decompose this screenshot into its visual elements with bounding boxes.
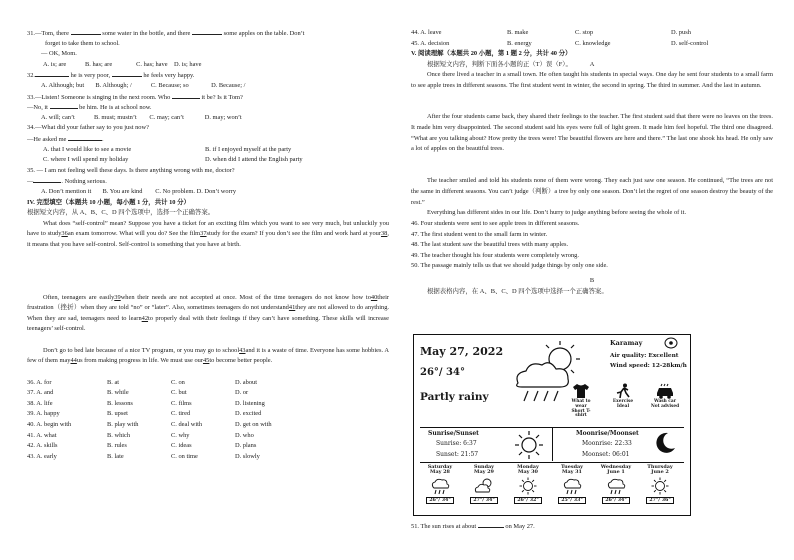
passage-a-p3: The teacher smiled and told his students none of them were wrong. They each just saw one season. He continued, “The trees are not the same in different seasons. You can’t judge（判断）a tree by only one season. Don’t let the regret of one season destroy the beauty of the rest.” <box>411 177 773 206</box>
answer-option[interactable]: C. stop <box>575 29 594 36</box>
answer-option[interactable]: 36. A. for <box>27 378 52 386</box>
forecast-temp: 25°/ 33° <box>558 497 586 504</box>
left-column <box>27 28 389 462</box>
answer-option[interactable]: B. late <box>107 452 124 460</box>
weather-card <box>413 334 691 516</box>
q31-stem-cont: forget to take them to school. <box>45 39 120 47</box>
q32-option-c[interactable]: C. Because; so <box>150 81 189 89</box>
blank-38[interactable]: 38 <box>380 230 388 238</box>
answer-option[interactable]: D. who <box>235 431 254 439</box>
q32-option-b[interactable]: B. Although; / <box>95 81 132 89</box>
forecast-day <box>550 465 594 504</box>
tip-car-wash: Wash car Not advised <box>650 383 680 410</box>
sun-icon <box>506 477 550 495</box>
wind-speed: Wind speed: 12-28km/h <box>610 363 687 369</box>
q32-option-d[interactable]: D. Because; / <box>211 81 246 89</box>
statement-47[interactable]: 47. The first student went to the small farm in winter. <box>411 230 548 238</box>
forecast-day <box>638 465 682 504</box>
q35-option-b[interactable]: B. You are kind <box>102 187 143 195</box>
forecast-weekday: Sunday <box>473 464 495 470</box>
answer-option[interactable]: C. but <box>171 389 187 397</box>
forecast-day <box>506 465 550 504</box>
q35-option-d[interactable]: D. Don’t worry <box>196 187 237 195</box>
passage-b-instructions: 根据表格内容，在 A、B、C、D 四个选项中选择一个正确答案。 <box>427 287 608 295</box>
q34-reply: —He asked me . <box>27 135 104 143</box>
forecast-date: May 28 <box>430 469 450 476</box>
answer-option[interactable]: D. self-control <box>671 39 709 47</box>
answer-option[interactable]: C. tired <box>171 410 191 418</box>
answer-row-44 <box>411 28 773 39</box>
forecast-weekday: Thursday <box>647 464 673 470</box>
q34-options-row1 <box>27 145 389 156</box>
weather-condition: Partly rainy <box>420 391 489 403</box>
q34-option-c[interactable]: C. where I will spend my holiday <box>43 156 129 164</box>
weather-temperature: 26°/ 34° <box>420 367 465 378</box>
answer-option[interactable]: 39. A. happy <box>27 410 60 418</box>
answer-row-42 <box>27 441 389 452</box>
answer-option[interactable]: D. or <box>235 389 249 397</box>
answer-option[interactable]: 41. A. what <box>27 431 57 439</box>
forecast-day <box>462 465 506 504</box>
cloze-passage-p1: What does “self-control” mean? Suppose you have a ticket for an exciting film which you want to see very much, but unluckily you have to study36an exam tomorrow. What will you do? See the film37study for the exam? If you don’t see the film and work hard at your38, it means that you have self-control. Self-control is something that you have at birth. <box>27 219 389 248</box>
forecast-temp: 26°/ 32° <box>514 497 542 504</box>
answer-option[interactable]: 42. A. skills <box>27 442 58 450</box>
tip-wear: What to wear Short T-shirt <box>566 383 596 419</box>
rain-cloud-icon <box>594 477 638 495</box>
answer-row-36 <box>27 378 389 389</box>
sunrise-time: Sunrise: 6:37 <box>436 440 477 447</box>
q35-stem: 35. — I am not feeling well these days. Is there anything wrong with me, doctor? <box>27 166 235 174</box>
cloze-passage-p3: Don’t go to bed late because of a nice TV program, or you may go to school43and it is a waste of time. Everyone has some hobbies. A few of them may44us from making progress in life. We must use our45to become better people. <box>27 346 389 365</box>
weather-city: Karamay <box>610 339 643 347</box>
blank-43[interactable]: 43 <box>239 346 246 354</box>
q33-option-d[interactable]: D. may; won’t <box>204 113 242 121</box>
answer-option[interactable]: C. films <box>171 399 192 407</box>
answer-option[interactable]: B. make <box>507 29 529 36</box>
tshirt-icon <box>572 383 590 399</box>
blank-41[interactable]: 41 <box>288 304 296 312</box>
blank-36[interactable]: 36 <box>61 230 68 238</box>
location-pin-icon <box>664 337 678 349</box>
forecast-date: May 31 <box>562 469 582 476</box>
q35-option-c[interactable]: C. No problem <box>155 187 194 195</box>
q34-stem: 34.—What did your father say to you just now? <box>27 124 149 132</box>
q34-options-row2 <box>27 155 389 166</box>
answer-option[interactable]: B. play with <box>107 421 139 429</box>
right-column <box>411 28 773 297</box>
weather-date: May 27, 2022 <box>420 345 504 358</box>
answer-row-40 <box>27 420 389 431</box>
forecast-date: May 29 <box>474 469 494 476</box>
q34-option-a[interactable]: A. that I would like to see a movie <box>43 145 132 153</box>
q32-stem: 32. he is very poor, he feels very happy. <box>27 72 195 80</box>
answer-option[interactable]: D. about <box>235 378 258 386</box>
blank-37[interactable]: 37 <box>200 230 207 238</box>
answer-option[interactable]: D. push <box>671 29 691 36</box>
forecast-day <box>594 465 638 504</box>
answer-option[interactable]: C. why <box>171 431 190 439</box>
q31-option-b[interactable]: B. has; are <box>85 60 113 68</box>
answer-row-41 <box>27 431 389 442</box>
forecast-weekday: Wednesday <box>600 464 632 470</box>
answer-option[interactable]: B. lessons <box>107 399 133 407</box>
q31-stem: 31.—Tom, there some water in the bottle, and there some apples on the table. Don’t <box>27 30 305 37</box>
forecast-temp: 26°/ 34° <box>426 497 454 504</box>
q35-reply: — . Nothing serious. <box>27 178 107 186</box>
q34-option-d[interactable]: D. when did I attend the English party <box>205 156 303 164</box>
answer-option[interactable]: B. energy <box>507 39 532 47</box>
answer-row-45 <box>411 39 773 50</box>
passage-a-p1: Once there lived a teacher in a small town. He often taught his students in special ways. One day he sent four students to a small farm to see apple trees in different seasons. The first student went in winter, the second in spring. The third in summer. And the last in autumn. <box>411 71 773 89</box>
rain-cloud-icon <box>418 477 462 495</box>
forecast-temp: 27°/ 34° <box>470 497 498 504</box>
answer-row-43 <box>27 452 389 463</box>
answer-option[interactable]: B. upset <box>107 410 128 418</box>
section-5-title: V. 阅读理解（本题共 20 小题，第 1 题 2 分，共计 40 分） <box>411 50 572 58</box>
blank-39[interactable]: 39 <box>114 293 121 301</box>
moon-heading: Moonrise/Moonset <box>576 430 639 437</box>
q35-options: A. Don’t mention it B. You are kind C. No problem. D. Don’t worry <box>41 187 237 195</box>
q35-option-a[interactable]: A. Don’t mention it <box>41 187 92 195</box>
answer-option[interactable]: 45. A. decision <box>411 39 450 47</box>
q33-option-c[interactable]: C. may; can’t <box>149 113 184 121</box>
forecast-weekday: Monday <box>517 464 539 470</box>
answer-option[interactable]: D. slowly <box>235 452 260 460</box>
blank-44[interactable]: 44 <box>70 357 77 365</box>
answer-option[interactable]: 44. A. leave <box>411 29 442 36</box>
forecast-date: June 1 <box>607 469 625 476</box>
passage-b-label: B <box>589 276 595 284</box>
q32-option-a[interactable]: A. Although; but <box>41 81 85 89</box>
answer-option[interactable]: C. ideas <box>171 442 192 450</box>
forecast-temp: 27°/ 36° <box>646 497 674 504</box>
q32-options <box>27 81 389 92</box>
answer-option[interactable]: D. plans <box>235 442 257 450</box>
q33-stem: 33.—Listen! Someone is singing in the next room. Who it be? Is it Tom? <box>27 93 243 101</box>
answer-option[interactable]: 43. A. early <box>27 452 57 460</box>
car-wash-icon <box>655 383 675 399</box>
forecast-weekday: Tuesday <box>560 464 584 470</box>
answer-option[interactable]: 38. A. life <box>27 399 53 407</box>
q31-option-d[interactable]: D. is; have <box>173 60 202 68</box>
sun-icon <box>638 477 682 495</box>
q31-option-a[interactable]: A. is; are <box>43 60 67 68</box>
answer-option[interactable]: D. excited <box>235 410 262 418</box>
answer-option[interactable]: C. deal with <box>171 421 203 429</box>
statement-50[interactable]: 50. The passage mainly tells us that we should judge things by only one side. <box>411 262 608 270</box>
passage-a-p2: After the four students came back, they shared their feelings to the teacher. The first student said that there were no leaves on the trees. It made him very disappointed. The second student said his eyes were full of light green. It made him feel hopeful. The third one disagreed. “What are you talking about? How pretty the trees were! The beautiful flowers are here and there.” The last one shook his head. He only saw a lot of apples on the beautiful trees. <box>411 113 773 153</box>
sun-icon <box>514 430 544 460</box>
sun-heading: Sunrise/Sunset <box>428 430 479 437</box>
q31-option-c[interactable]: C. has; have <box>136 60 168 68</box>
answer-option[interactable]: B. which <box>107 431 131 439</box>
blank-45[interactable]: 45 <box>202 357 210 365</box>
answer-option[interactable]: 37. A. and <box>27 389 54 397</box>
section-4-instructions: 根据短文内容，从 A、B、C、D 四个选项中，选择一个正确答案。 <box>27 209 215 217</box>
divider <box>420 462 684 463</box>
passage-a-label: A <box>589 60 595 68</box>
answer-option[interactable]: C. knowledge <box>575 39 611 47</box>
statement-46[interactable]: 46. Four students were sent to see apple trees in different seasons. <box>411 219 580 227</box>
rain-cloud-icon <box>550 477 594 495</box>
q33-option-a[interactable]: A. will; can’t <box>41 113 75 121</box>
answer-option[interactable]: B. rules <box>107 442 127 450</box>
forecast-date: June 2 <box>651 469 669 476</box>
passage-a-p4: Everything has different sides in our life. Don’t hurry to judge anything before seeing the whole of it. <box>427 209 687 217</box>
divider <box>552 427 553 461</box>
section-5-instructions: 根据短文内容，判断下面各小题的正（T）误（F）。 <box>427 60 572 68</box>
answer-option[interactable]: C. on <box>171 378 185 386</box>
answer-option[interactable]: 40. A. begin with <box>27 421 72 429</box>
blank-42[interactable]: 42 <box>141 314 149 322</box>
partly-cloudy-icon <box>462 477 506 495</box>
statement-49[interactable]: 49. The teacher thought his four students were completely wrong. <box>411 251 579 259</box>
blank-40[interactable]: 40 <box>370 293 378 301</box>
weather-tips <box>566 383 684 423</box>
cloze-answer-options <box>27 378 389 463</box>
answer-option[interactable]: B. while <box>107 389 129 397</box>
cloze-passage-p2: Often, teenagers are easily39when their needs are not accepted at once. Most of the time teenagers do not know how to40their frustration（挫折）when they are told “no” or “later”. Also, sometimes teenagers do not understand41they are not allowed to do anything. When they are sad, teenagers need to learn42to properly deal with their feelings if they can’t have something. These skills will increase teenagers’ self-control. <box>27 293 389 333</box>
forecast-date: May 30 <box>518 469 538 476</box>
moon-icon <box>652 430 678 456</box>
answer-option[interactable]: B. at <box>107 378 120 386</box>
tip-exercise: Exercise Ideal <box>608 383 638 410</box>
cloze-answer-options-cont <box>411 28 773 49</box>
answer-option[interactable]: D. get on with <box>235 421 272 429</box>
sunset-time: Sunset: 21:57 <box>436 451 479 458</box>
moonrise-time: Moonrise: 22:33 <box>582 440 632 447</box>
answer-row-38 <box>27 399 389 410</box>
answer-option[interactable]: D. listening <box>235 399 265 407</box>
q33-option-b[interactable]: B. must; mustn’t <box>93 113 137 121</box>
answer-option[interactable]: C. on time <box>171 452 198 460</box>
forecast-day <box>418 465 462 504</box>
forecast-weekday: Saturday <box>427 464 453 470</box>
air-quality: Air quality: Excellent <box>610 353 679 359</box>
forecast-temp: 26°/ 34° <box>602 497 630 504</box>
statement-48[interactable]: 48. The last student saw the beautiful trees with many apples. <box>411 241 569 249</box>
q33-reply: —No, it be him. He is at school now. <box>27 104 152 112</box>
q33-options <box>27 113 389 124</box>
section-4-title: IV. 完型填空（本题共 10 小题，每小题 1 分，共计 10 分） <box>27 198 190 206</box>
answer-row-37 <box>27 388 389 399</box>
answer-row-39 <box>27 409 389 420</box>
exercise-icon <box>614 383 632 399</box>
moonset-time: Moonset: 06:01 <box>582 451 630 458</box>
q34-option-b[interactable]: B. if I enjoyed myself at the party <box>205 145 292 153</box>
q31-reply: — OK, Mom. <box>41 50 77 58</box>
q51-stem: 51. The sun rises at about on May 27. <box>411 523 535 530</box>
